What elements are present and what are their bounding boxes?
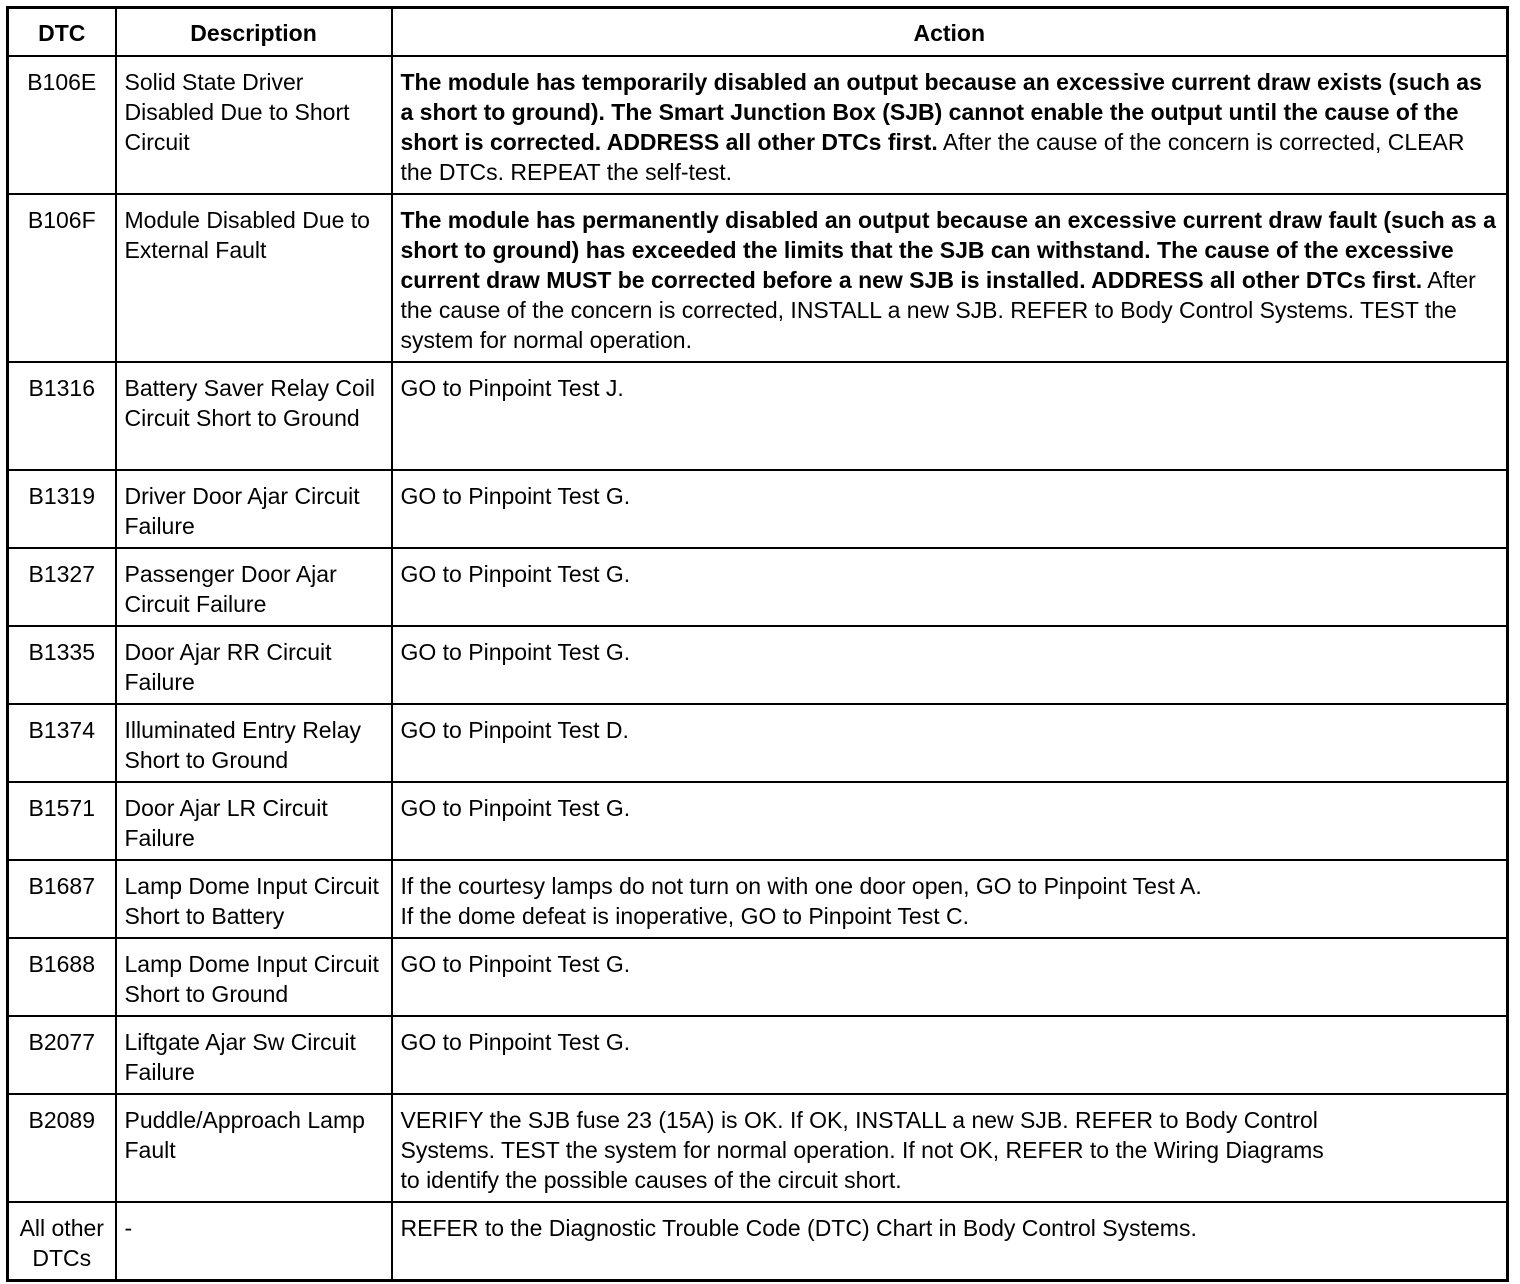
dtc-code: B1316 [8, 362, 116, 470]
action-text: After the cause of the concern is corrected, INSTALL a new SJB. REFER to Body Control Systems. TEST the system for normal operation. [400, 267, 1476, 353]
dtc-code: B1319 [8, 470, 116, 548]
dtc-description: Passenger Door Ajar Circuit Failure [116, 548, 392, 626]
dtc-description: Battery Saver Relay Coil Circuit Short to Ground [116, 362, 392, 470]
dtc-code: B106F [8, 194, 116, 362]
dtc-description: Liftgate Ajar Sw Circuit Failure [116, 1016, 392, 1094]
dtc-code: B1687 [8, 860, 116, 938]
table-row [8, 194, 1508, 362]
dtc-code: B2077 [8, 1016, 116, 1094]
dtc-action: GO to Pinpoint Test G. [392, 548, 1508, 626]
header-action: Action [392, 8, 1508, 57]
action-bold-text: The module has temporarily disabled an output because an excessive current draw exists (such as a short to ground). The Smart Junction Box (SJB) cannot enable the output until the cause of the short is corrected. ADDRESS all other DTCs first. [400, 69, 1482, 155]
dtc-code: B1688 [8, 938, 116, 1016]
table-row [8, 1016, 1508, 1094]
table-row [8, 860, 1508, 938]
dtc-description: Driver Door Ajar Circuit Failure [116, 470, 392, 548]
table-row [8, 1202, 1508, 1281]
dtc-action: GO to Pinpoint Test J. [392, 362, 1508, 470]
dtc-code: B1571 [8, 782, 116, 860]
table-row [8, 56, 1508, 194]
dtc-description: Lamp Dome Input Circuit Short to Ground [116, 938, 392, 1016]
table-row [8, 1094, 1508, 1202]
dtc-action [392, 56, 1508, 194]
header-row [8, 8, 1508, 57]
dtc-code: B106E [8, 56, 116, 194]
action-line: Systems. TEST the system for normal operation. If not OK, REFER to the Wiring Diagrams [400, 1137, 1324, 1163]
table-row [8, 938, 1508, 1016]
dtc-action: GO to Pinpoint Test D. [392, 704, 1508, 782]
dtc-action: GO to Pinpoint Test G. [392, 626, 1508, 704]
table-row [8, 704, 1508, 782]
dtc-description: Door Ajar RR Circuit Failure [116, 626, 392, 704]
dtc-description: Solid State Driver Disabled Due to Short Circuit [116, 56, 392, 194]
table-row [8, 626, 1508, 704]
table-row [8, 470, 1508, 548]
action-line: to identify the possible causes of the circuit short. [400, 1167, 902, 1193]
action-line: If the dome defeat is inoperative, GO to Pinpoint Test C. [400, 903, 969, 929]
dtc-action: GO to Pinpoint Test G. [392, 1016, 1508, 1094]
dtc-description: Illuminated Entry Relay Short to Ground [116, 704, 392, 782]
dtc-action: GO to Pinpoint Test G. [392, 782, 1508, 860]
dtc-action: REFER to the Diagnostic Trouble Code (DTC) Chart in Body Control Systems. [392, 1202, 1508, 1281]
table-row [8, 362, 1508, 470]
dtc-code: All other DTCs [8, 1202, 116, 1281]
dtc-table [6, 6, 1509, 1282]
header-dtc: DTC [8, 8, 116, 57]
dtc-action [392, 860, 1508, 938]
dtc-description: Module Disabled Due to External Fault [116, 194, 392, 362]
dtc-action [392, 194, 1508, 362]
action-text: After the cause of the concern is corrected, CLEAR the DTCs. REPEAT the self-test. [400, 129, 1465, 185]
dtc-description: Door Ajar LR Circuit Failure [116, 782, 392, 860]
table-row [8, 548, 1508, 626]
dtc-description: Lamp Dome Input Circuit Short to Battery [116, 860, 392, 938]
dtc-action [392, 1094, 1508, 1202]
header-description: Description [116, 8, 392, 57]
dtc-description: Puddle/Approach Lamp Fault [116, 1094, 392, 1202]
action-line: VERIFY the SJB fuse 23 (15A) is OK. If OK, INSTALL a new SJB. REFER to Body Control [400, 1107, 1318, 1133]
table-row [8, 782, 1508, 860]
dtc-action: GO to Pinpoint Test G. [392, 938, 1508, 1016]
dtc-code: B1335 [8, 626, 116, 704]
action-bold-text: The module has permanently disabled an output because an excessive current draw fault (such as a short to ground) has exceeded the limits that the SJB can withstand. The cause of the excessive current draw MUST be corrected before a new SJB is installed. ADDRESS all other DTCs first. [400, 207, 1496, 293]
action-line: If the courtesy lamps do not turn on with one door open, GO to Pinpoint Test A. [400, 873, 1202, 899]
dtc-code: B2089 [8, 1094, 116, 1202]
dtc-action: GO to Pinpoint Test G. [392, 470, 1508, 548]
dtc-description: - [116, 1202, 392, 1281]
dtc-code: B1327 [8, 548, 116, 626]
dtc-code: B1374 [8, 704, 116, 782]
